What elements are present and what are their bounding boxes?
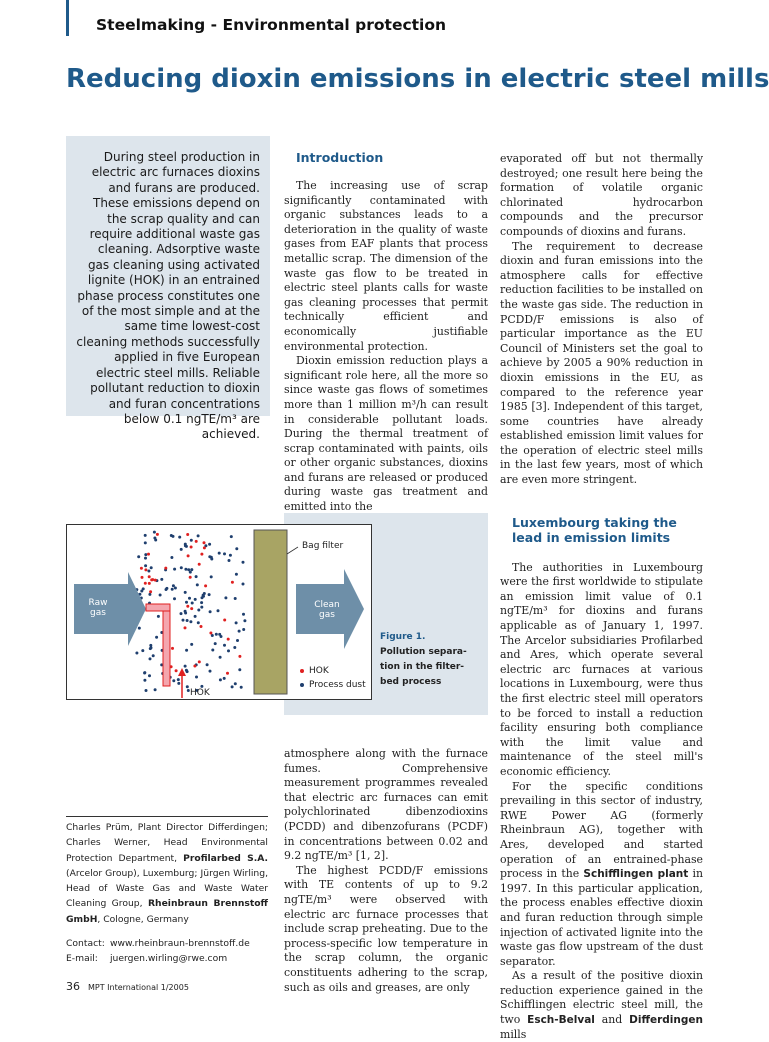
dust-particle xyxy=(135,652,138,655)
intro-paragraph-2: Dioxin emission reduction plays a significant role here, all the more so since waste gas flows of sometimes more than 1 million m³/h can result in considerable pollutant loads. During the thermal treatment of scrap contaminated with paints, oils or other organic substances, dioxins and furans are released or produced during waste gas treatment and emitted into the xyxy=(284,354,488,514)
dust-particle xyxy=(173,597,176,600)
hok-inlet-label: HOK xyxy=(190,688,210,698)
dust-particle xyxy=(159,594,162,597)
dust-particle xyxy=(145,689,148,692)
dust-particle xyxy=(157,615,160,618)
dust-particle xyxy=(200,606,203,609)
dust-particle xyxy=(234,597,237,600)
dust-particle xyxy=(229,554,232,557)
dust-particle xyxy=(190,568,193,571)
contact-email-link[interactable]: juergen.wirling@rwe.com xyxy=(110,953,228,965)
dust-particle xyxy=(144,541,147,544)
bag-filter xyxy=(254,530,287,694)
dust-particle xyxy=(160,578,163,581)
dust-particle xyxy=(242,613,245,616)
hok-particle xyxy=(227,638,230,641)
dust-particle xyxy=(184,568,187,571)
hok-particle xyxy=(144,568,147,571)
col3-paragraph-2: The requirement to decrease dioxin and furan emissions into the atmosphere calls for effective reduction facilities to be installed on the waste gas side. The reduction in PCDD/F emissions is also of particular importance as the EU Council of Ministers set the goal to achieve by 2005 a 90% reduction in dioxin emissions in the EU, as compared to the reference year 1985 [3]. Independent of this target, some countries have already established emission limit values for the operation of electric steel mills in the last few years, most of which are even more stringent. xyxy=(500,239,703,487)
hok-particle xyxy=(200,625,203,628)
dust-particle xyxy=(143,672,146,675)
legend-hok-label: HOK xyxy=(309,666,329,676)
hok-particle xyxy=(204,584,207,587)
author-affiliations: Charles Prüm, Plant Director Differdingen; Charles Werner, Head Environmental Protection Department, Profilarbed S.A. (Arcelor Group), Luxemburg; Jürgen Wirling, Head of Waste Gas and Waste Water Cleaning Group, Rheinbraun Brennstoff GmbH, Cologne, Germany xyxy=(66,822,269,925)
authors-rule xyxy=(66,816,268,817)
dust-particle xyxy=(153,537,156,540)
hok-particle xyxy=(190,546,193,549)
dust-particle xyxy=(242,583,245,586)
publication-name: MPT International 1/2005 xyxy=(88,983,189,992)
dust-particle xyxy=(233,646,236,649)
hok-pipe-vertical xyxy=(163,604,170,686)
hok-particle xyxy=(209,632,212,635)
dust-particle xyxy=(223,677,226,680)
dust-particle xyxy=(140,590,143,593)
dust-particle xyxy=(242,628,245,631)
dust-particle xyxy=(218,552,221,555)
dust-particle xyxy=(144,553,147,556)
figure-caption: Figure 1. Pollution separa- tion in the filter- bed process xyxy=(380,632,467,687)
dust-particle xyxy=(148,593,151,596)
dust-particle xyxy=(150,566,153,569)
dust-particle xyxy=(189,620,192,623)
dust-particle xyxy=(219,656,222,659)
dust-particle xyxy=(165,587,168,590)
hok-particle xyxy=(193,665,196,668)
contact-website-link[interactable]: www.rheinbraun-brennstoff.de xyxy=(110,938,250,949)
dust-particle xyxy=(235,573,238,576)
dust-particle xyxy=(240,686,243,689)
hok-particle xyxy=(231,581,234,584)
dust-particle xyxy=(223,644,226,647)
article-title: Reducing dioxin emissions in electric steel mills xyxy=(66,64,769,94)
dust-particle xyxy=(172,584,175,587)
dust-particle xyxy=(206,663,209,666)
column-3 xyxy=(500,152,703,1042)
dust-particle xyxy=(223,552,226,555)
dust-particle xyxy=(148,674,151,677)
dust-particle xyxy=(191,602,194,605)
dust-particle xyxy=(185,669,188,672)
column-2-top xyxy=(284,150,488,515)
dust-particle xyxy=(190,539,193,542)
hok-particle xyxy=(150,578,153,581)
hok-particle xyxy=(190,607,193,610)
dust-particle xyxy=(196,583,199,586)
clean-gas-label: Clean gas xyxy=(314,600,340,620)
contact-info: Contact: www.rheinbraun-brennstoff.de E-mail: juergen.wirling@rwe.com xyxy=(66,938,250,965)
hok-particle xyxy=(144,582,147,585)
intro-paragraph-1: The increasing use of scrap significantly contaminated with organic substances leads to a deterioration in the quality of waste gases from EAF plants that process metallic scrap. The dimension of the waste gas flow to be treated in electric steel plants calls for waste gas cleaning processes that permit technically efficient and economically justifiable environmental protection. xyxy=(284,179,488,353)
legend-dust-dot xyxy=(300,683,304,687)
intro-paragraph-3: atmosphere along with the furnace fumes. Comprehensive measurement programmes revealed that electric arc furnaces can emit polychlorinated dibenzodioxins (PCDD) and dibenzofurans (PCDF) in concentrations between 0.02 and 9.2 ngTE/m³ [1, 2]. xyxy=(284,747,488,863)
dust-particle xyxy=(149,657,152,660)
dust-particle xyxy=(178,536,181,539)
hok-particle xyxy=(238,655,241,658)
dust-particle xyxy=(228,559,231,562)
dust-particle xyxy=(208,555,211,558)
dust-particle xyxy=(209,670,212,673)
dust-particle xyxy=(188,597,191,600)
dust-particle xyxy=(235,621,238,624)
col3-paragraph-5: As a result of the positive dioxin reduction experience gained in the Schifflingen electric steel mill, the two Esch-Belval and Differdingen mills xyxy=(500,969,703,1041)
dust-particle xyxy=(200,601,203,604)
legend-dust-label: Process dust xyxy=(309,680,366,690)
dust-particle xyxy=(224,596,227,599)
dust-particle xyxy=(208,593,211,596)
hok-particle xyxy=(147,553,150,556)
dust-particle xyxy=(154,688,157,691)
dust-particle xyxy=(172,535,175,538)
column-2-bottom xyxy=(284,747,488,995)
dust-particle xyxy=(177,682,180,685)
dust-particle xyxy=(242,561,245,564)
dust-particle xyxy=(144,534,147,537)
dust-particle xyxy=(172,679,175,682)
hok-particle xyxy=(186,533,189,536)
hok-particle xyxy=(148,582,151,585)
dust-particle xyxy=(189,571,192,574)
dust-particle xyxy=(209,610,212,613)
dust-particle xyxy=(195,676,198,679)
dust-particle xyxy=(184,591,187,594)
dust-particle xyxy=(215,633,218,636)
dust-particle xyxy=(186,619,189,622)
dust-particle xyxy=(149,644,152,647)
dust-particle xyxy=(138,627,141,630)
dust-particle xyxy=(214,642,217,645)
dust-particle xyxy=(218,633,221,636)
dust-particle xyxy=(231,685,234,688)
section-label: Steelmaking - Environmental protection xyxy=(96,16,447,34)
heading-luxembourg: Luxembourg taking the lead in emission limits xyxy=(512,514,677,545)
dust-particle xyxy=(170,556,173,559)
hok-particle xyxy=(203,546,206,549)
dust-particle xyxy=(141,649,144,652)
dust-particle xyxy=(234,682,237,685)
dust-particle xyxy=(211,649,214,652)
page-footer xyxy=(66,980,189,993)
hok-particle xyxy=(148,575,151,578)
hok-particle xyxy=(198,563,201,566)
col3-paragraph-3: The authorities in Luxembourg were the first worldwide to stipulate an emission limit value of 0.1 ngTE/m³ for dioxins and furans applicable as of January 1, 1997. The Arcelor subsidiaries Profilarbed and Ares, which operate several electric arc furnaces at various locations in Luxembourg, were thus the first electric steel mill operators to be forced to install a reduction facility ensuring both compliance with the limit value and maintenance of the steel mill's economic efficiency. xyxy=(500,560,703,778)
hok-particle xyxy=(187,554,190,557)
hok-particle xyxy=(141,576,144,579)
dust-particle xyxy=(185,649,188,652)
dust-particle xyxy=(144,557,147,560)
hok-pipe-horizontal xyxy=(146,604,170,611)
abstract-text: During steel production in electric arc furnaces dioxins and furans are produced. These emissions depend on the scrap quality and can require additional waste gas cleaning. Adsorptive waste gas cleaning using activated lignite (HOK) in an entrained phase process constitutes one of the most simple and at the same time lowest-cost cleaning methods successfully applied in five European electric steel mills. Reliable pollutant reduction to dioxin and furan concentrations below 0.1 ngTE/m³ are achieved. xyxy=(76,150,260,442)
dust-particle xyxy=(147,570,150,573)
dust-particle xyxy=(230,535,233,538)
raw-gas-label: Raw gas xyxy=(88,598,108,618)
dust-particle xyxy=(185,601,188,604)
hok-particle xyxy=(171,647,174,650)
dust-particle xyxy=(152,654,155,657)
hok-particle xyxy=(195,540,198,543)
dust-particle xyxy=(184,544,187,547)
dust-particle xyxy=(203,592,206,595)
heading-introduction: Introduction xyxy=(296,150,384,165)
hok-particle xyxy=(226,672,229,675)
col3-paragraph-4: For the specific conditions prevailing in this sector of industry, RWE Power AG (formerly Rheinbraun AG), together with Ares, developed and started operation of an entrained-phase process in the Schifflingen plant in 1997. In this particular application, the process enables effective dioxin and furan reduction through simple injection of activated lignite into the waste gas flow upstream of the dust separator. xyxy=(500,779,703,968)
dust-particle xyxy=(174,587,177,590)
dust-particle xyxy=(238,668,241,671)
hok-particle xyxy=(203,541,206,544)
dust-particle xyxy=(180,548,183,551)
dust-particle xyxy=(195,575,198,578)
legend-hok-dot xyxy=(300,669,304,673)
dust-particle xyxy=(197,621,200,624)
dust-particle xyxy=(217,609,220,612)
dust-particle xyxy=(173,568,176,571)
bag-filter-label: Bag filter xyxy=(302,541,344,551)
dust-particle xyxy=(194,615,197,618)
hok-particle xyxy=(198,660,201,663)
hok-particle xyxy=(200,553,203,556)
dust-particle xyxy=(144,564,147,567)
dust-particle xyxy=(182,619,185,622)
hok-particle xyxy=(186,605,189,608)
dust-particle xyxy=(210,558,213,561)
dust-particle xyxy=(210,575,213,578)
dust-particle xyxy=(194,598,197,601)
dust-particle xyxy=(227,649,230,652)
intro-paragraph-4: The highest PCDD/F emissions with TE contents of up to 9.2 ngTE/m³ were observed with electric arc furnace processes that include scrap preheating. Due to the process-specific low temperature in the scrap column, the organic constituents adhering to the scrap, such as oils and greases, are only xyxy=(284,863,488,994)
dust-particle xyxy=(177,678,180,681)
hok-particle xyxy=(175,669,178,672)
dust-particle xyxy=(184,665,187,668)
dust-particle xyxy=(243,619,246,622)
dust-particle xyxy=(190,643,193,646)
header-accent-bar xyxy=(66,0,69,36)
dust-particle xyxy=(180,612,183,615)
dust-particle xyxy=(238,630,241,633)
dust-particle xyxy=(184,610,187,613)
hok-particle xyxy=(149,590,152,593)
hok-particle xyxy=(189,576,192,579)
col3-paragraph-1: evaporated off but not thermally destroyed; one result here being the formation of volatile organic chlorinated hydrocarbon compounds and the precursor compounds of dioxins and furans. xyxy=(500,152,703,238)
dust-particle xyxy=(171,588,174,591)
dust-particle xyxy=(208,543,211,546)
dust-particle xyxy=(235,547,238,550)
dust-particle xyxy=(219,678,222,681)
hok-particle xyxy=(156,533,159,536)
page-number: 36 xyxy=(66,980,80,993)
dust-particle xyxy=(153,531,156,534)
hok-particle xyxy=(140,567,143,570)
dust-particle xyxy=(186,685,189,688)
dust-particle xyxy=(197,534,200,537)
dust-particle xyxy=(197,609,200,612)
hok-particle xyxy=(164,567,167,570)
abstract-box xyxy=(66,136,270,442)
hok-particle xyxy=(223,619,226,622)
hok-particle xyxy=(154,579,157,582)
dust-particle xyxy=(236,639,239,642)
hok-particle xyxy=(184,626,187,629)
dust-particle xyxy=(143,679,146,682)
dust-particle xyxy=(155,636,158,639)
dust-particle xyxy=(180,566,183,569)
dust-particle xyxy=(137,555,140,558)
